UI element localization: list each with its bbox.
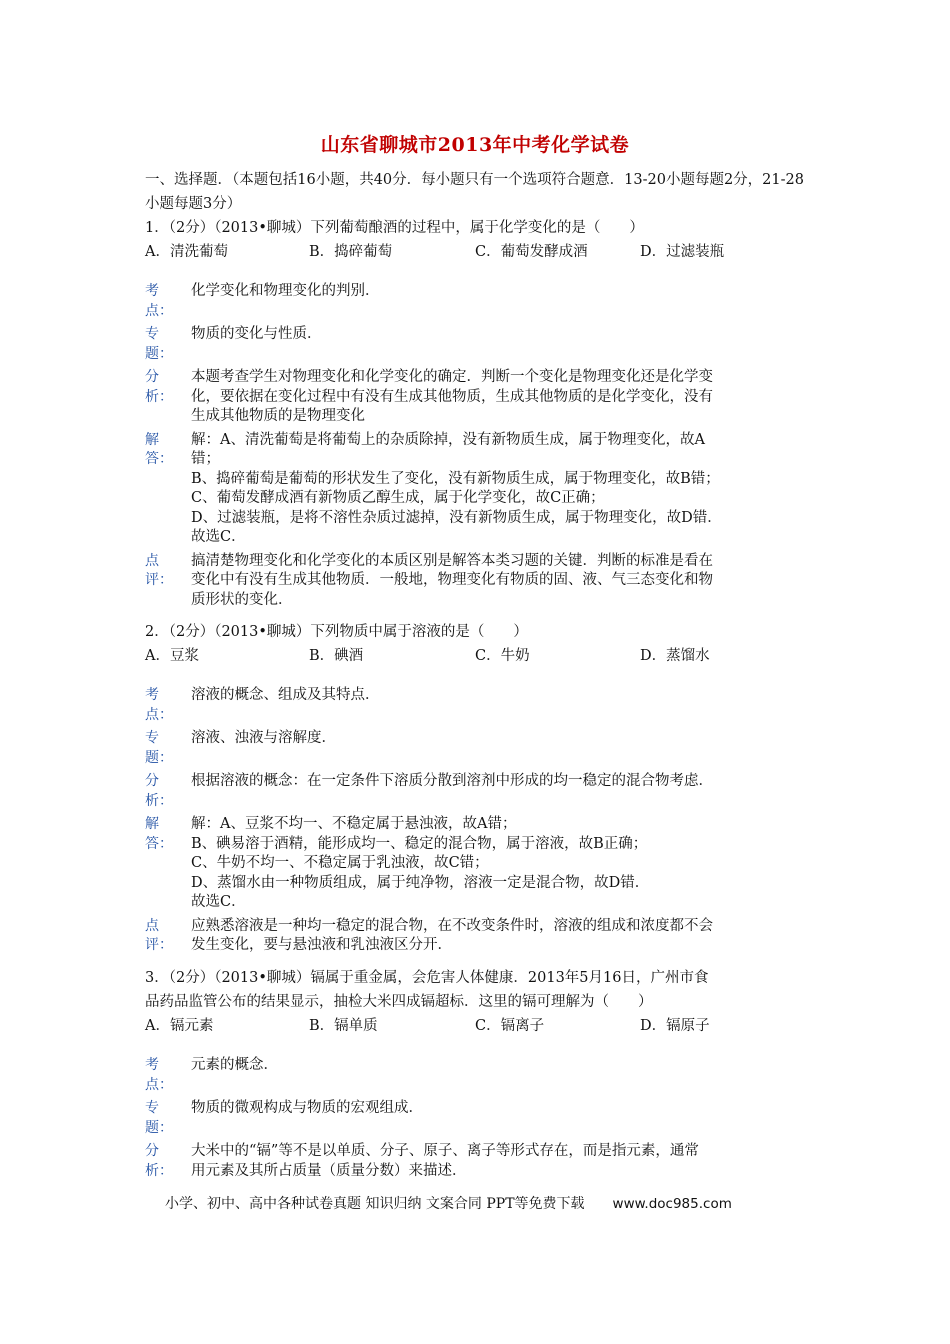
content-line: 化学变化和物理变化的判别． bbox=[191, 283, 380, 299]
question-2 bbox=[145, 620, 815, 960]
content-line: 故选C． bbox=[191, 529, 246, 545]
analysis-row-fenxi bbox=[145, 1142, 815, 1181]
options-row bbox=[145, 240, 815, 264]
label-kaodian: 考点： bbox=[145, 687, 173, 723]
content-line: 化，要依据在变化过程中有没有生成其他物质，生成其他物质的是化学变化，没有 bbox=[191, 388, 713, 405]
option-d: D．镉原子 bbox=[640, 1018, 710, 1034]
content-zhuanti bbox=[191, 1099, 796, 1138]
label-kaodian: 考点： bbox=[145, 1057, 173, 1093]
option-d: D．蒸馏水 bbox=[640, 648, 710, 664]
content-fenxi bbox=[191, 368, 796, 427]
analysis-row-fenxi bbox=[145, 368, 815, 427]
label-fenxi: 分析： bbox=[145, 773, 173, 809]
analysis-row-dianping bbox=[145, 917, 815, 956]
analysis-row-zhuanti bbox=[145, 729, 815, 768]
content-line: 变化中有没有生成其他物质．一般地，物理变化有物质的固、液、气三态变化和物 bbox=[191, 572, 713, 588]
content-line: 溶液的概念、组成及其特点． bbox=[191, 687, 380, 703]
option-b: B．捣碎葡萄 bbox=[309, 244, 393, 260]
option-d: D．过滤装瓶 bbox=[640, 244, 725, 260]
content-line: 物质的变化与性质． bbox=[191, 326, 322, 342]
question-stem bbox=[145, 966, 815, 1014]
content-jieda bbox=[191, 431, 796, 548]
stem-line: 3．（2分）（2013•聊城）镉属于重金属，会危害人体健康．2013年5月16日，广州市食 bbox=[145, 970, 709, 986]
question-stem: 1．（2分）（2013•聊城）下列葡萄酿酒的过程中，属于化学变化的是（ ） bbox=[145, 220, 644, 236]
label-dianping: 点评： bbox=[145, 917, 173, 953]
option-a: A．豆浆 bbox=[145, 648, 199, 664]
content-kaodian bbox=[191, 686, 796, 725]
option-b: B．镉单质 bbox=[309, 1018, 378, 1034]
content-line: 搞清楚物理变化和化学变化的本质区别是解答本类习题的关键．判断的标准是看在 bbox=[191, 552, 713, 569]
content-line: 发生变化，要与悬浊液和乳浊液区分开． bbox=[191, 937, 452, 953]
question-stem: 2．（2分）（2013•聊城）下列物质中属于溶液的是（ ） bbox=[145, 624, 528, 640]
page-footer bbox=[165, 1193, 805, 1213]
content-kaodian bbox=[191, 1056, 796, 1095]
section-intro: 一、选择题．（本题包括16小题，共40分．每小题只有一个选项符合题意．13-20小题每题2分，21-28小题每题3分） bbox=[145, 172, 804, 212]
content-dianping bbox=[191, 552, 796, 611]
analysis-row-zhuanti bbox=[145, 1099, 815, 1138]
analysis-row-dianping bbox=[145, 552, 815, 611]
content-kaodian bbox=[191, 282, 796, 321]
label-zhuanti: 专题： bbox=[145, 1100, 173, 1136]
content-line: 用元素及其所占质量（质量分数）来描述． bbox=[191, 1162, 467, 1179]
analysis-block bbox=[145, 282, 815, 610]
content-zhuanti bbox=[191, 729, 796, 768]
analysis-row-kaodian bbox=[145, 686, 815, 725]
analysis-row-fenxi bbox=[145, 772, 815, 811]
content-line: 解：A、清洗葡萄是将葡萄上的杂质除掉，没有新物质生成，属于物理变化，故A bbox=[191, 431, 705, 448]
question-1 bbox=[145, 216, 815, 614]
page-title: 山东省聊城市2013年中考化学试卷 bbox=[320, 134, 630, 156]
analysis-block bbox=[145, 686, 815, 956]
content-line: 本题考查学生对物理变化和化学变化的确定．判断一个变化是物理变化还是化学变 bbox=[191, 369, 713, 385]
content-line: C、牛奶不均一、不稳定属于乳浊液，故C错； bbox=[191, 855, 489, 871]
option-c: C．镉离子 bbox=[475, 1018, 545, 1034]
option-b: B．碘酒 bbox=[309, 648, 364, 664]
option-a: A．清洗葡萄 bbox=[145, 244, 228, 260]
content-line: 生成其他物质的是物理变化 bbox=[191, 408, 365, 424]
option-c: C．葡萄发酵成酒 bbox=[475, 244, 588, 260]
label-jieda: 解答： bbox=[145, 431, 173, 467]
footer-text: 小学、初中、高中各种试卷真题 知识归纳 文案合同 PPT等免费下载 bbox=[165, 1196, 585, 1212]
content-line: 故选C． bbox=[191, 894, 246, 910]
label-zhuanti: 专题： bbox=[145, 326, 173, 362]
content-line: C、葡萄发酵成酒有新物质乙醇生成，属于化学变化，故C正确； bbox=[191, 490, 605, 506]
analysis-row-kaodian bbox=[145, 1056, 815, 1095]
content-line: B、捣碎葡萄是葡萄的形状发生了变化，没有新物质生成，属于物理变化，故B错； bbox=[191, 470, 720, 487]
content-line: 错； bbox=[191, 451, 220, 467]
analysis-block bbox=[145, 1056, 815, 1181]
stem-line: 品药品监管公布的结果显示，抽检大米四成镉超标．这里的镉可理解为（ ） bbox=[145, 994, 653, 1010]
content-line: D、过滤装瓶，是将不溶性杂质过滤掉，没有新物质生成，属于物理变化，故D错． bbox=[191, 509, 722, 526]
content-line: 大米中的“镉”等不是以单质、分子、原子、离子等形式存在，而是指元素，通常 bbox=[191, 1143, 699, 1159]
content-fenxi bbox=[191, 1142, 796, 1181]
analysis-row-jieda bbox=[145, 431, 815, 548]
label-fenxi: 分析： bbox=[145, 369, 173, 405]
label-fenxi: 分析： bbox=[145, 1143, 173, 1179]
content-line: 溶液、浊液与溶解度． bbox=[191, 730, 336, 746]
content-line: 解：A、豆浆不均一、不稳定属于悬浊液，故A错； bbox=[191, 816, 517, 832]
question-3 bbox=[145, 966, 815, 1185]
content-zhuanti bbox=[191, 325, 796, 364]
option-a: A．镉元素 bbox=[145, 1018, 214, 1034]
label-dianping: 点评： bbox=[145, 552, 173, 588]
label-zhuanti: 专题： bbox=[145, 730, 173, 766]
content-fenxi bbox=[191, 772, 796, 811]
content-line: 元素的概念． bbox=[191, 1057, 278, 1073]
label-jieda: 解答： bbox=[145, 816, 173, 852]
analysis-row-zhuanti bbox=[145, 325, 815, 364]
footer-url[interactable]: www.doc985.com bbox=[612, 1196, 732, 1212]
content-line: B、碘易溶于酒精，能形成均一、稳定的混合物，属于溶液，故B正确； bbox=[191, 835, 648, 852]
content-line: 根据溶液的概念：在一定条件下溶质分散到溶剂中形成的均一稳定的混合物考虑． bbox=[191, 773, 713, 789]
label-kaodian: 考点： bbox=[145, 283, 173, 319]
content-dianping bbox=[191, 917, 796, 956]
options-row bbox=[145, 644, 815, 668]
option-c: C．牛奶 bbox=[475, 648, 530, 664]
content-jieda bbox=[191, 815, 796, 913]
options-row bbox=[145, 1014, 815, 1038]
content-line: 质形状的变化． bbox=[191, 591, 293, 608]
content-line: 应熟悉溶液是一种均一稳定的混合物，在不改变条件时，溶液的组成和浓度都不会 bbox=[191, 917, 713, 934]
content-line: 物质的微观构成与物质的宏观组成． bbox=[191, 1100, 423, 1116]
content-line: D、蒸馏水由一种物质组成，属于纯净物，溶液一定是混合物，故D错． bbox=[191, 874, 650, 891]
analysis-row-kaodian bbox=[145, 282, 815, 321]
analysis-row-jieda bbox=[145, 815, 815, 913]
